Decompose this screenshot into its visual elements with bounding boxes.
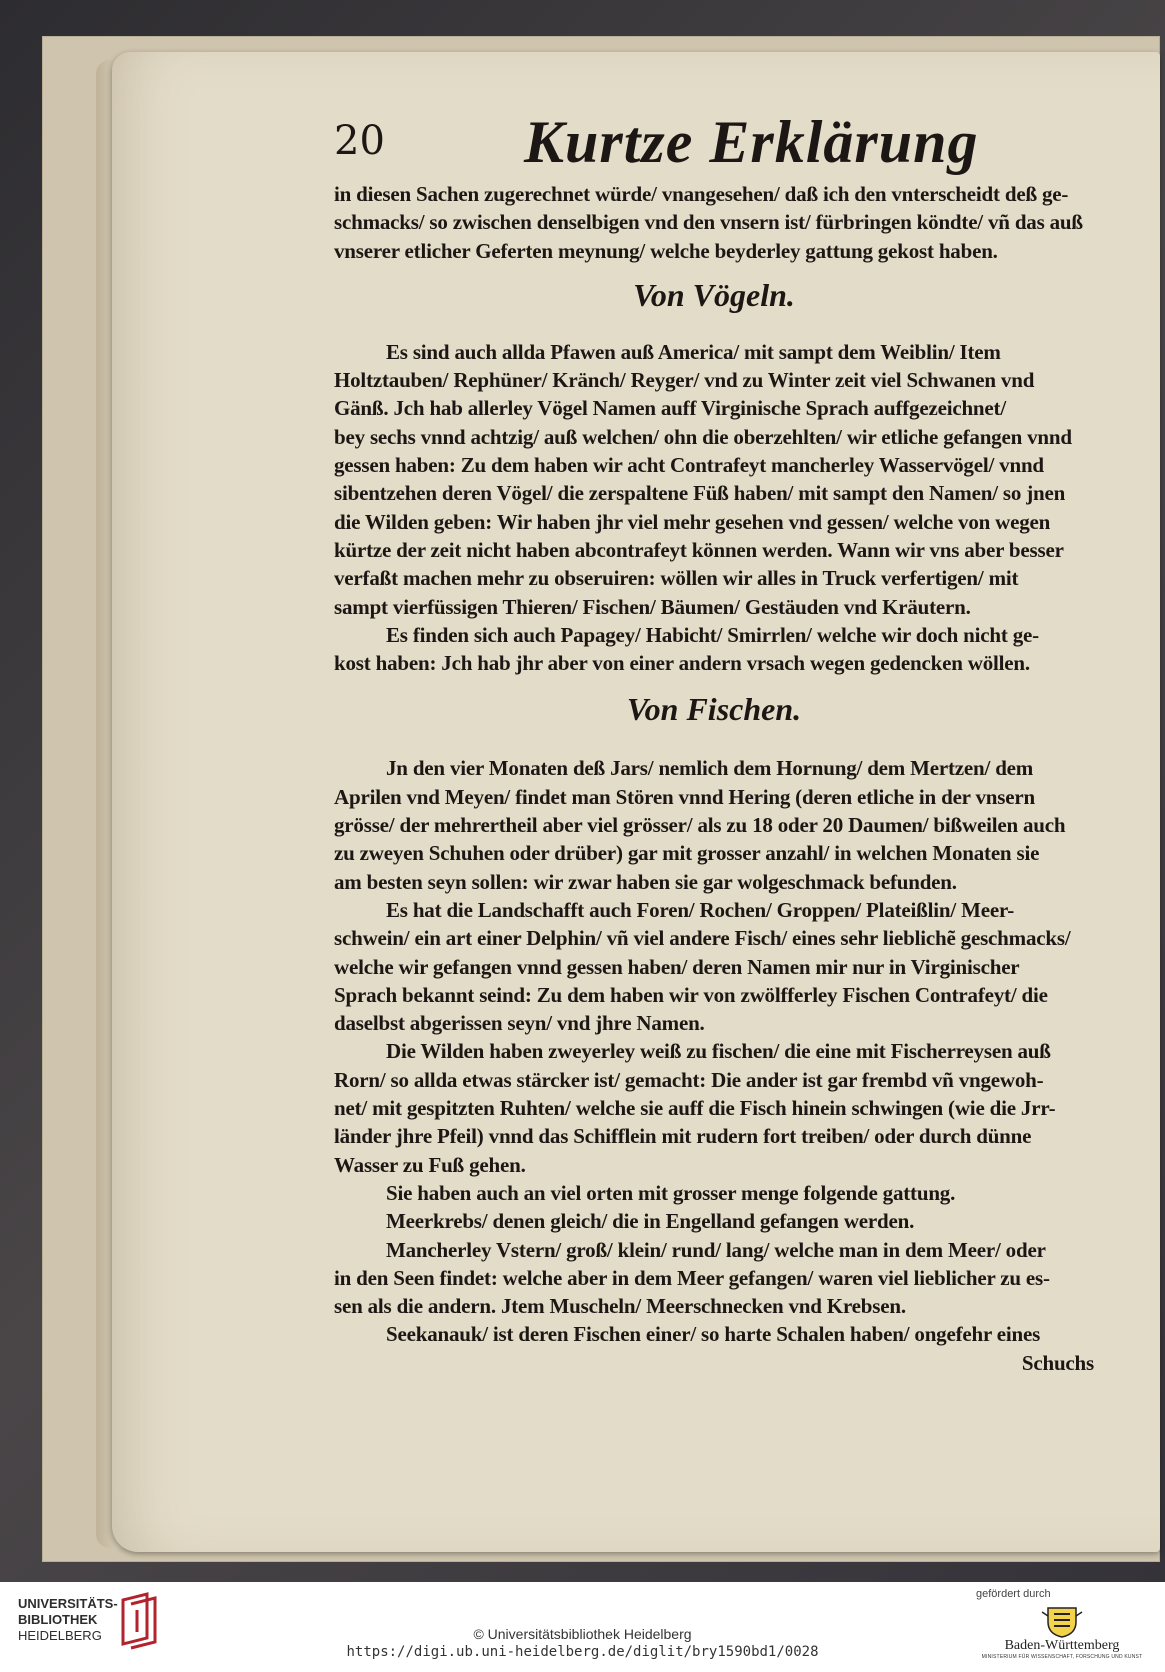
- sponsor-logo[interactable]: [962, 1588, 1162, 1660]
- library-name-line1: UNIVERSITÄTS-: [18, 1596, 118, 1611]
- text-line: Sprach bekannt seind: Zu dem haben wir von zwölfferley Fischen Contrafeyt/ die: [334, 982, 1048, 1007]
- text-line: Es hat die Landschafft auch Foren/ Rochen/ Groppen/ Plateißlin/ Meer-: [386, 897, 1015, 922]
- copyright-notice: © Universitätsbibliothek Heidelberg: [473, 1626, 692, 1642]
- intro-paragraph: [334, 180, 1094, 265]
- text-line: am besten seyn sollen: wir zwar haben sie gar wolgeschmack befunden.: [334, 869, 957, 894]
- text-line: kost haben: Jch hab jhr aber von einer andern vrsach wegen gedencken wöllen.: [334, 651, 1030, 676]
- text-line: verfaßt machen mehr zu obseruiren: wöllen wir alles in Truck verfertigen/ mit: [334, 566, 1019, 591]
- text-line: kürtze der zeit nicht haben abcontrafeyt können werden. Wann wir vns aber besser: [334, 537, 1064, 562]
- text-line: Mancherley Vstern/ groß/ klein/ rund/ lang/ welche man in dem Meer/ oder: [386, 1237, 1046, 1262]
- text-line: Meerkrebs/ denen gleich/ die in Engelland gefangen werden.: [386, 1209, 915, 1234]
- text-line: sampt vierfüssigen Thieren/ Fischen/ Bäumen/ Gestäuden vnd Kräutern.: [334, 594, 971, 619]
- text-line: die Wilden geben: Wir haben jhr viel mehr gesehen vnd gessen/ welche von wegen: [334, 509, 1051, 534]
- text-line: in diesen Sachen zugerechnet würde/ vnangesehen/ daß ich den vnterscheidt deß ge-: [334, 182, 1069, 206]
- text-line: in den Seen findet: welche aber in dem Meer gefangen/ waren viel lieblicher zu es-: [334, 1265, 1050, 1290]
- permalink-url[interactable]: https://digi.ub.uni-heidelberg.de/diglit/bry1590bd1/0028: [346, 1644, 819, 1660]
- text-line: gessen haben: Zu dem haben wir acht Contrafeyt mancherley Wasservögel/ vnnd: [334, 453, 1044, 478]
- text-line: Gänß. Jch hab allerley Vögel Namen auff Virginische Sprach auffgezeichnet/: [334, 396, 1006, 421]
- text-line: Sie haben auch an viel orten mit grosser menge folgende gattung.: [386, 1180, 956, 1205]
- section-heading-fish: Von Fischen.: [626, 691, 802, 728]
- catchword: Schuchs: [1021, 1350, 1094, 1375]
- page-header: [334, 108, 1094, 180]
- running-title: Kurtze Erklärung: [524, 109, 979, 175]
- text-line: net/ mit gespitzten Ruhten/ welche sie auff die Fisch hinein schwingen (wie die Jrr-: [334, 1096, 1056, 1121]
- text-line: länder jhre Pfeil) vnnd das Schifflein mit rudern fort treiben/ oder durch dünne: [334, 1124, 1032, 1149]
- page-number: 20: [334, 118, 385, 164]
- state-crest-icon: [1040, 1604, 1084, 1638]
- text-line: vnserer etlicher Geferten meynung/ welche beyderley gattung gekost haben.: [334, 238, 998, 263]
- text-line: daselbst abgerissen seyn/ vnd jhre Namen.: [334, 1011, 705, 1036]
- viewer-footer: [0, 1582, 1165, 1672]
- library-name-line3: HEIDELBERG: [18, 1628, 102, 1643]
- text-line: Seekanauk/ ist deren Fischen einer/ so harte Schalen haben/ ongefehr eines: [386, 1322, 1041, 1347]
- text-line: Rorn/ so allda etwas stärcker ist/ gemacht: Die ander ist gar frembd vñ vngewoh-: [334, 1067, 1044, 1092]
- text-line: Es sind auch allda Pfawen auß America/ mit sampt dem Weiblin/ Item: [386, 339, 1001, 364]
- library-name-line2: BIBLIOTHEK: [18, 1612, 98, 1627]
- fish-section: [334, 754, 1094, 1377]
- text-line: schmacks/ so zwischen denselbigen vnd den vnsern ist/ fürbringen köndte/ vñ das auß: [334, 210, 1083, 235]
- funded-by-label: gefördert durch: [976, 1588, 1051, 1600]
- text-line: grösse/ der mehrertheil aber viel grösser/ als zu 18 oder 20 Daumen/ bißweilen auch: [334, 813, 1066, 838]
- text-line: Die Wilden haben zweyerley weiß zu fischen/ die eine mit Fischerreysen auß: [386, 1039, 1051, 1064]
- ministry-name: MINISTERIUM FÜR WISSENSCHAFT, FORSCHUNG UND KUNST: [981, 1654, 1143, 1660]
- text-line: Jn den vier Monaten deß Jars/ nemlich dem Hornung/ dem Mertzen/ dem: [386, 756, 1034, 781]
- text-line: schwein/ ein art einer Delphin/ vñ viel andere Fisch/ eines sehr lieblichẽ geschmacks/: [334, 926, 1071, 951]
- text-line: Es finden sich auch Papagey/ Habicht/ Smirrlen/ welche wir doch nicht ge-: [386, 622, 1039, 647]
- text-line: sen als die andern. Jtem Muscheln/ Meerschnecken vnd Krebsen.: [334, 1294, 906, 1319]
- birds-section: [334, 338, 1094, 678]
- text-line: sibentzehen deren Vögel/ die zerspaltene Füß haben/ mit sampt den Namen/ so jnen: [334, 481, 1066, 506]
- text-line: bey sechs vnnd achtzig/ auß welchen/ ohn die oberzehlten/ wir etliche gefangen vnnd: [334, 424, 1072, 449]
- section-heading-birds: Von Vögeln.: [633, 276, 795, 313]
- text-line: Holtztauben/ Rephüner/ Kränch/ Reyger/ vnd zu Winter zeit viel Schwanen vnd: [334, 368, 1035, 393]
- page-text: [334, 108, 1094, 1377]
- state-name: Baden-Württemberg: [1004, 1638, 1120, 1653]
- text-line: Wasser zu Fuß gehen.: [334, 1152, 526, 1177]
- text-line: zu zweyen Schuhen oder drüber) gar mit grosser anzahl/ in welchen Monaten sie: [334, 841, 1040, 866]
- text-line: welche wir gefangen vnnd gessen haben/ deren Namen mir nur in Virginischer: [334, 954, 1020, 979]
- text-line: Aprilen vnd Meyen/ findet man Stören vnnd Hering (deren etliche in der vnsern: [334, 784, 1035, 809]
